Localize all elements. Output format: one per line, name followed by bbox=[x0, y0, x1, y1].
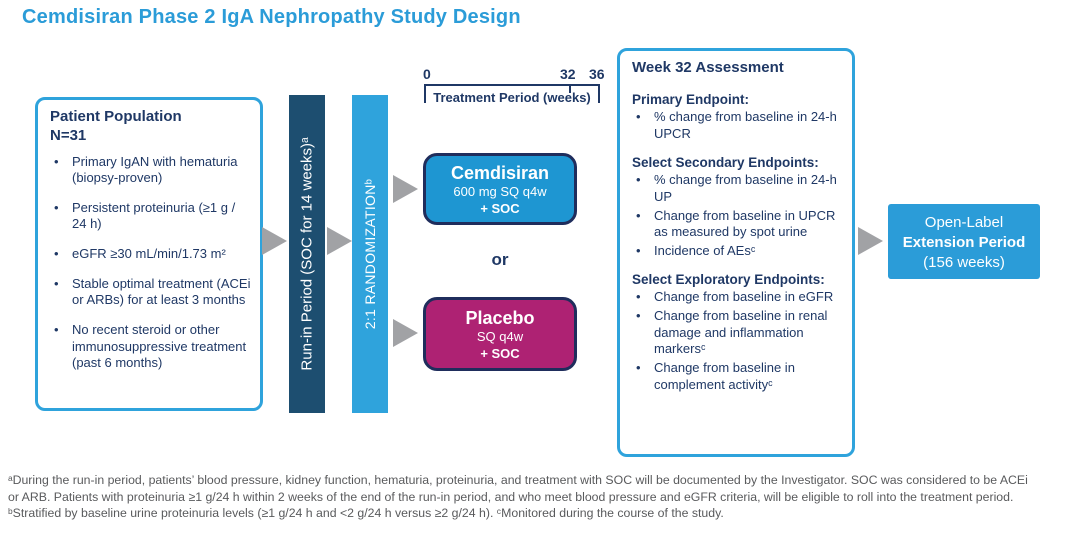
timeline-label: Treatment Period (weeks) bbox=[433, 90, 591, 105]
secondary-endpoints-section bbox=[632, 155, 842, 259]
patient-population-n: N=31 bbox=[50, 126, 87, 144]
or-label: or bbox=[491, 250, 509, 269]
list-item: • % change from baseline in 24-h UP bbox=[632, 172, 842, 205]
exploratory-endpoints-section bbox=[632, 272, 842, 393]
arrow-right-icon bbox=[393, 175, 418, 203]
placebo-title: Placebo bbox=[465, 308, 535, 328]
list-item: • eGFR ≥30 mL/min/1.73 m² bbox=[50, 246, 252, 263]
list-item: • Change from baseline in eGFR bbox=[632, 289, 842, 306]
open-label-line1: Open-Label bbox=[924, 214, 1004, 231]
arrow-right-icon bbox=[262, 227, 287, 255]
run-in-period-label: Run-in Period (SOC for 14 weeks)ᵃ bbox=[298, 137, 316, 371]
list-item: • Primary IgAN with hematuria (biopsy-proven) bbox=[50, 154, 252, 187]
list-item: • Incidence of AEsᶜ bbox=[632, 243, 842, 260]
primary-endpoint-heading: Primary Endpoint: bbox=[632, 92, 750, 107]
list-item: • Persistent proteinuria (≥1 g / 24 h) bbox=[50, 200, 252, 233]
randomization-bar bbox=[352, 95, 388, 413]
timeline-tick-32: 32 bbox=[560, 66, 576, 82]
footnotes bbox=[8, 472, 1080, 522]
exploratory-endpoints-heading: Select Exploratory Endpoints: bbox=[632, 272, 825, 288]
secondary-endpoints-heading: Select Secondary Endpoints: bbox=[632, 155, 819, 171]
patient-population-box bbox=[35, 97, 263, 411]
placebo-dose: SQ q4w bbox=[476, 328, 524, 344]
page-title: Cemdisiran Phase 2 IgA Nephropathy Study Design bbox=[22, 6, 521, 28]
cemdisiran-dose: 600 mg SQ q4w bbox=[453, 183, 547, 199]
footnote-a-line1: ᵃDuring the run-in period, patients’ blood pressure, kidney function, hematuria, proteinuria, and treatment with SOC will be documented by the Investigator. SOC was considered to be ACEi bbox=[8, 473, 1028, 487]
list-item: • No recent steroid or other immunosuppressive treatment (past 6 months) bbox=[50, 322, 252, 372]
randomization-label: 2:1 RANDOMIZATIONᵇ bbox=[362, 178, 378, 330]
list-item: • Change from baseline in renal damage and inflammation markersᶜ bbox=[632, 308, 842, 358]
open-label-line3: (156 weeks) bbox=[923, 253, 1005, 271]
list-item: • Change from baseline in complement activityᶜ bbox=[632, 360, 842, 393]
placebo-arm-box bbox=[423, 297, 577, 371]
list-item: • Change from baseline in UPCR as measured by spot urine bbox=[632, 208, 842, 241]
arrow-right-icon bbox=[327, 227, 352, 255]
arrow-right-icon bbox=[858, 227, 883, 255]
patient-population-header bbox=[50, 108, 252, 146]
primary-endpoint-section bbox=[632, 92, 842, 142]
open-label-line2: Extension Period bbox=[902, 233, 1026, 251]
cemdisiran-title: Cemdisiran bbox=[450, 163, 550, 183]
week32-assessment-box bbox=[617, 48, 855, 457]
cemdisiran-arm-box bbox=[423, 153, 577, 225]
run-in-period-bar bbox=[289, 95, 325, 413]
footnote-a-line2: or ARB. Patients with proteinuria ≥1 g/24 h within 2 weeks of the end of the run-in period, and who meet blood pressure and eGFR criteria, will be eligible to roll into the treatment period. bbox=[8, 489, 1014, 504]
open-label-extension-box bbox=[888, 204, 1040, 279]
week32-header: Week 32 Assessment bbox=[632, 59, 784, 76]
placebo-soc: + SOC bbox=[480, 345, 520, 361]
cemdisiran-soc: + SOC bbox=[480, 200, 520, 216]
timeline-tick-0: 0 bbox=[423, 66, 431, 82]
timeline-tick-36: 36 bbox=[589, 66, 605, 82]
list-item: • % change from baseline in 24-h UPCR bbox=[632, 109, 842, 142]
patient-population-list bbox=[50, 154, 252, 372]
footnote-b-c: ᵇStratified by baseline urine proteinuria levels (≥1 g/24 h and <2 g/24 h versus ≥2 g/24 h). ᶜMonitored during the course of the study. bbox=[8, 506, 724, 520]
patient-population-title: Patient Population bbox=[50, 108, 182, 125]
list-item: • Stable optimal treatment (ACEi or ARBs) for at least 3 months bbox=[50, 276, 252, 309]
arrow-right-icon bbox=[393, 319, 418, 347]
